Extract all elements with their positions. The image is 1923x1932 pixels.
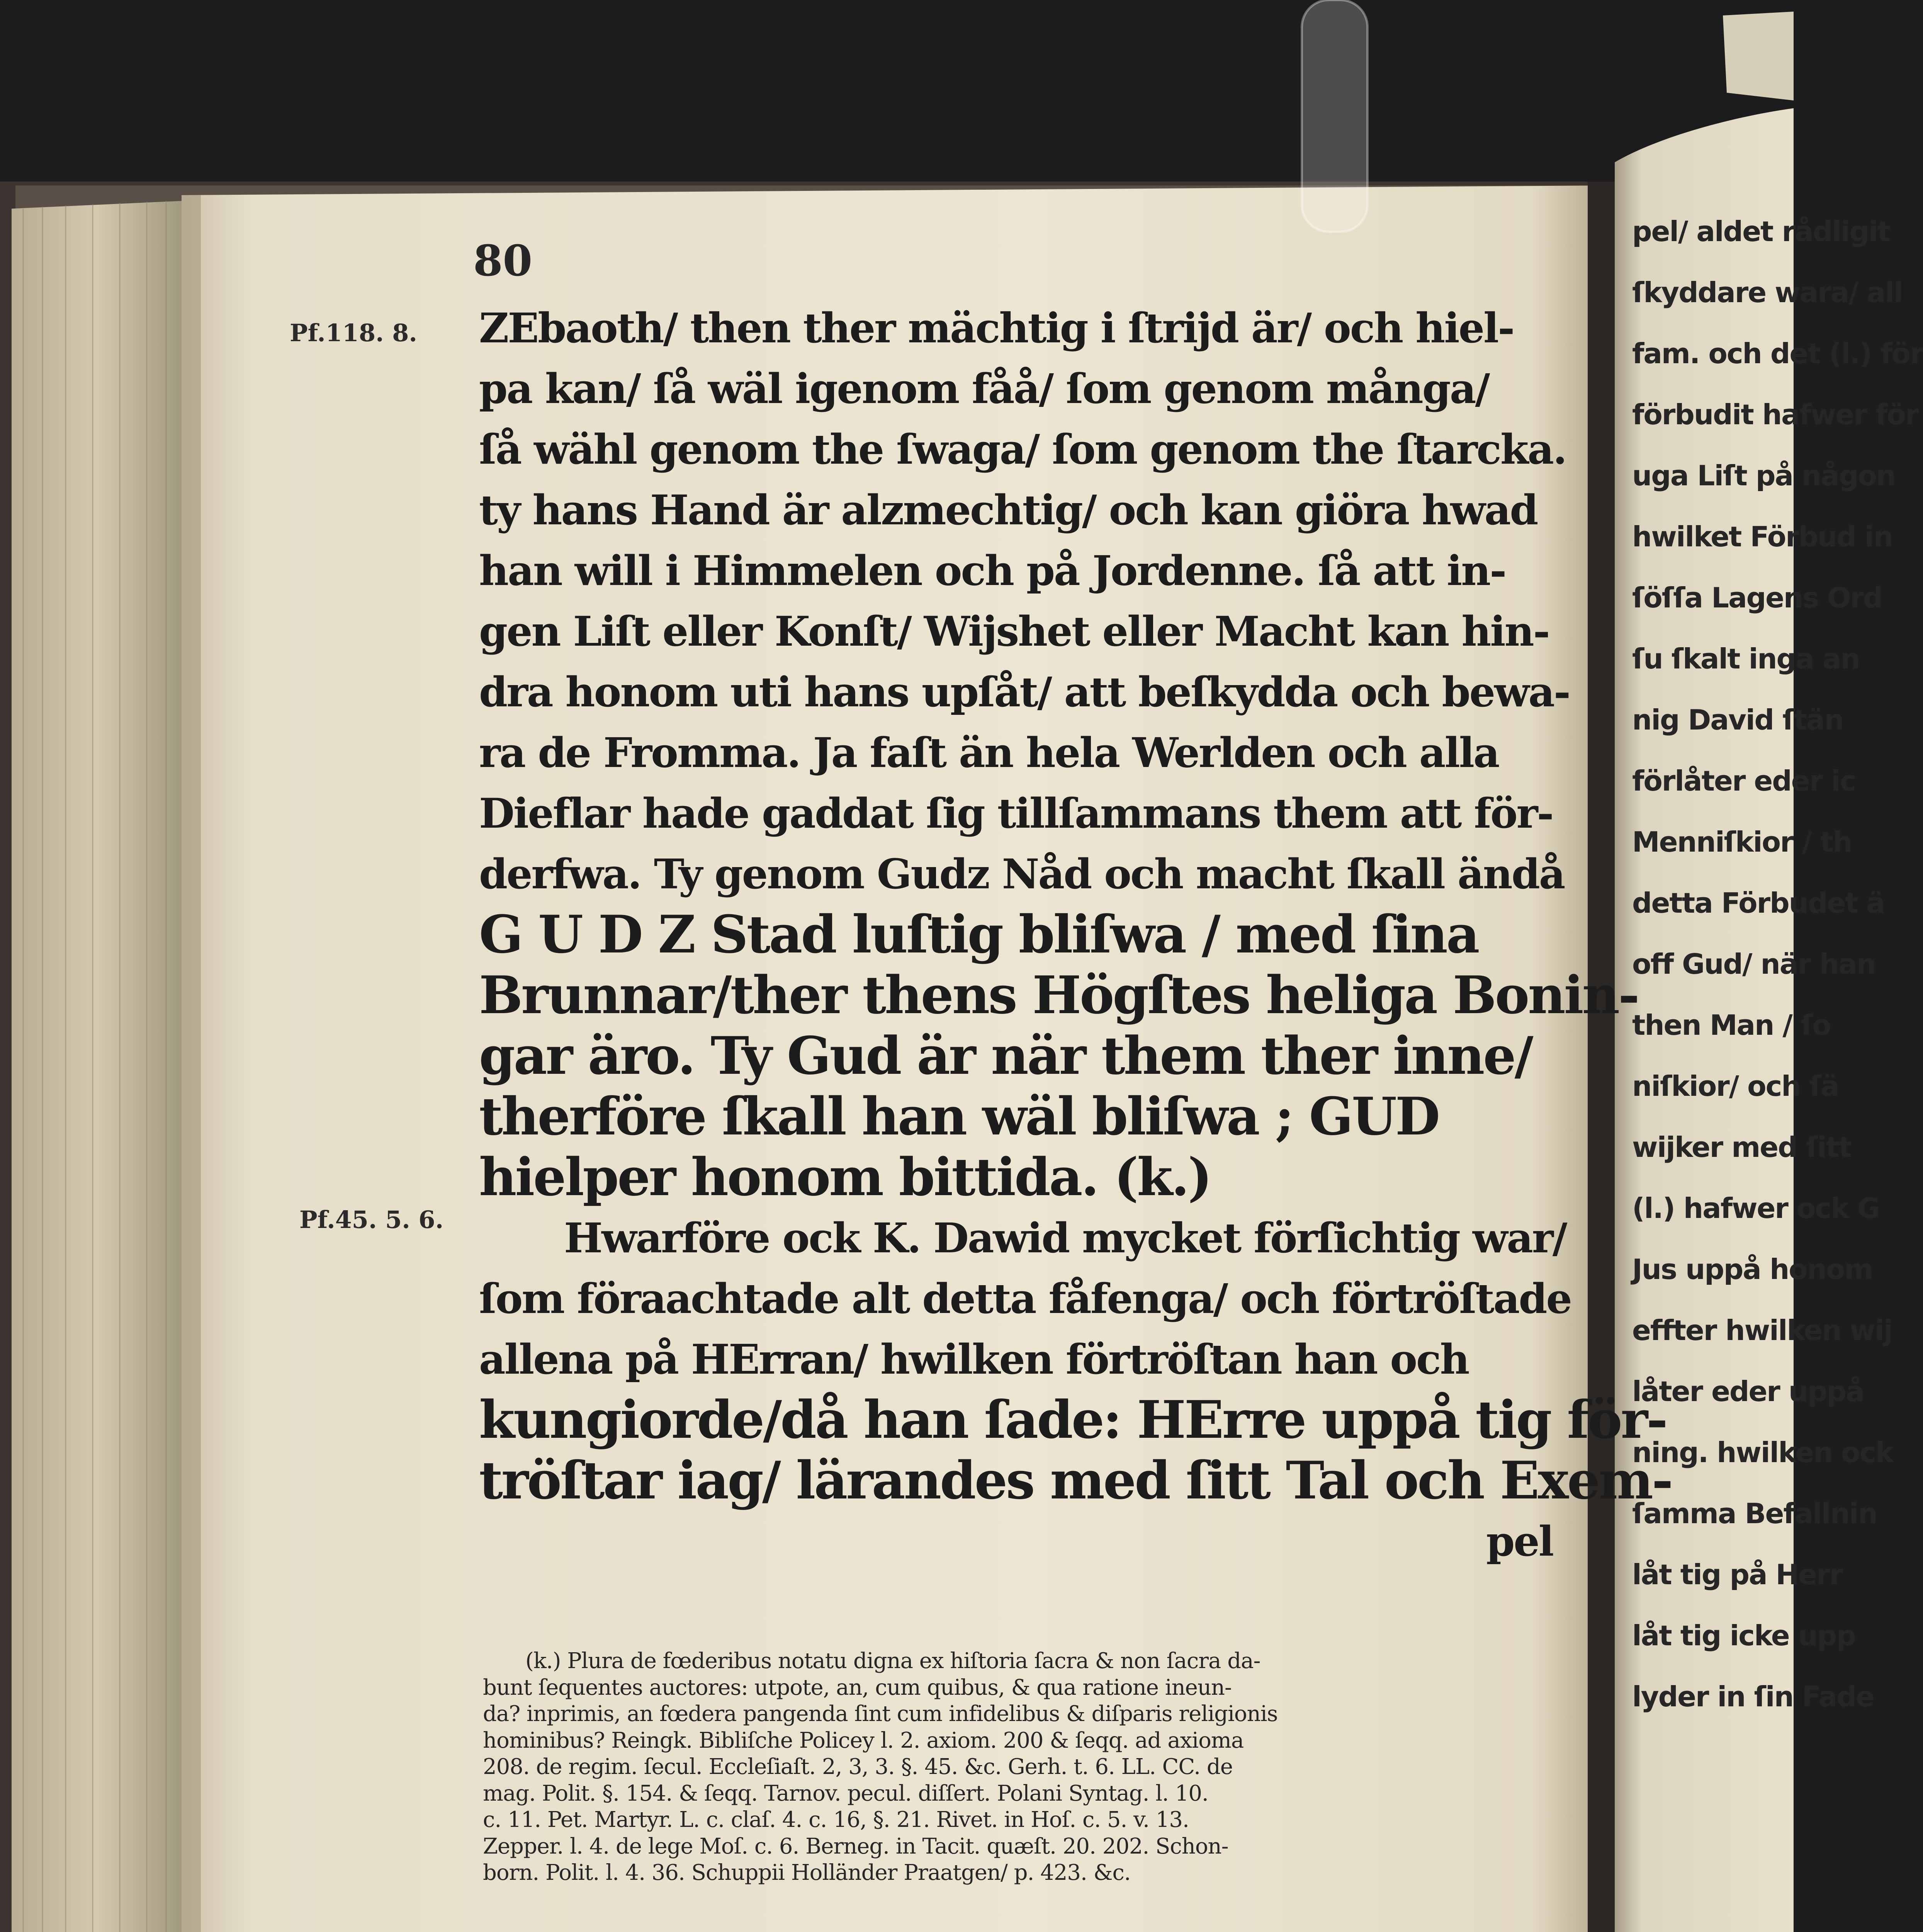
adjacent-page-line: ſamma Befallnin [1632,1497,1877,1530]
adjacent-page-line: Menniſkior / th [1632,826,1852,858]
body-line: gar äro. Ty Gud är när them ther inne/ [479,1025,1532,1086]
footnote-line: mag. Polit. §. 154. & ſeqq. Tarnov. pecul. diſſert. Polani Syntag. l. 10. [483,1781,1208,1806]
adjacent-page-line: fam. och det (l.) för [1632,337,1923,370]
adjacent-page-line: låter eder uppå [1632,1375,1864,1408]
adjacent-page-line: niſkior/ och ſä [1632,1070,1839,1102]
adjacent-page-line: effter hwilken wij [1632,1314,1892,1347]
body-line: allena på HErran/ hwilken förtröſtan han och [479,1335,1469,1383]
body-line: pa kan/ ſå wäl igenom fåå/ ſom genom många/ [479,364,1489,413]
adjacent-page-line: (l.) hafwer ock G [1632,1192,1880,1225]
adjacent-page-line: hwilket Förbud in [1632,520,1892,553]
adjacent-page-line: then Man / ſo [1632,1009,1831,1041]
adjacent-page-line: ſkyddare wara/ all [1632,276,1903,309]
page-number: 80 [473,236,533,286]
adjacent-page-line: wijker med ſitt [1632,1131,1851,1163]
body-line: tröſtar iag/ lärandes med ſitt Tal och Exem- [479,1450,1672,1511]
body-line: derfwa. Ty genom Gudz Nåd och macht ſkall ändå [479,850,1565,898]
footnote-line: bunt ſequentes auctores: utpote, an, cum quibus, & qua ratione ineun- [483,1675,1232,1700]
footnote-line: Zepper. l. 4. de lege Moſ. c. 6. Berneg. in Tacit. quæſt. 20. 202. Schon- [483,1833,1228,1859]
body-line: gen Liſt eller Konſt/ Wijshet eller Macht kan hin- [479,607,1549,655]
adjacent-page-line: off Gud/ när han [1632,948,1875,980]
footnote-line: (k.) Plura de fœderibus notatu digna ex hiſtoria ſacra & non ſacra da- [525,1648,1260,1673]
body-line: ſom föraachtade alt detta fåfenga/ och förtröſtade [479,1274,1571,1323]
margin-note: Pf.118. 8. [290,319,417,347]
adjacent-page [1632,201,1923,1932]
body-line: ty hans Hand är alzmechtig/ och kan giöra hwad [479,486,1537,534]
adjacent-page-line: förbudit hafwer för [1632,398,1918,431]
body-text [479,298,1672,1571]
body-line: therföre ſkall han wäl bliſwa ; GUD [479,1086,1439,1147]
body-line: ſå wähl genom the ſwaga/ ſom genom the ſtarcka. [479,425,1566,473]
footnote-line: c. 11. Pet. Martyr. L. c. claſ. 4. c. 16, §. 21. Rivet. in Hoſ. c. 5. v. 13. [483,1807,1189,1832]
adjacent-page-line: pel/ aldet rådligit [1632,215,1890,248]
body-line: Dieflar hade gaddat ſig tillſammans them att för- [479,789,1553,837]
adjacent-page-line: nig David ſtän [1632,704,1843,736]
body-line: dra honom uti hans upſåt/ att beſkydda och bewa- [479,668,1570,716]
footnote-line: hominibus? Reingk. Bibliſche Policey l. 2. axiom. 200 & ſeqq. ad axioma [483,1728,1244,1753]
body-line: Brunnar/ther thens Högſtes heliga Bonin- [479,964,1638,1026]
footnote-line: da? inprimis, an fœdera pangenda ſint cum infidelibus & diſparis religionis [483,1701,1278,1726]
body-line: ra de Fromma. Ja faſt än hela Werlden och alla [479,728,1499,777]
adjacent-page-line: Jus uppå honom [1632,1253,1873,1286]
body-line: hielper honom bittida. (k.) [479,1146,1211,1208]
catchword: pel [1486,1517,1553,1565]
adjacent-page-line: lyder in ſin Fade [1632,1680,1874,1713]
body-line: G U D Z Stad luſtig bliſwa / med ſina [479,904,1478,965]
body-line: Hwarföre ock K. Dawid mycket förſichtig war/ [564,1214,1566,1262]
footnote-line: 208. de regim. ſecul. Eccleſiaſt. 2, 3, 3. §. 45. &c. Gerh. t. 6. LL. CC. de [483,1754,1233,1779]
adjacent-page-line: låt tig icke upp [1632,1619,1855,1652]
footnote-line: born. Polit. l. 4. 36. Schuppii Holländer Praatgen/ p. 423. &c. [483,1860,1131,1885]
adjacent-page-line: ning. hwilken ock [1632,1436,1893,1469]
adjacent-page-line: detta Förbudet ä [1632,887,1885,919]
adjacent-page-line: ſöſſa Lagens Ord [1632,582,1882,614]
body-line: kungiorde/då han ſade: HErre uppå tig för- [479,1389,1666,1450]
margin-note: Pf.45. 5. 6. [299,1206,444,1234]
footnote [483,1648,1565,1886]
adjacent-page-line: förlåter eder ic [1632,765,1856,797]
adjacent-page-line: uga Liſt på någon [1632,459,1896,492]
body-line: han will i Himmelen och på Jordenne. ſå att in- [479,546,1506,595]
body-line: ZEbaoth/ then ther mächtig i ſtrijd är/ och hiel- [479,304,1514,352]
adjacent-page-line: låt tig på Herr [1632,1558,1842,1591]
adjacent-page-line: ſu ſkalt inga an [1632,643,1860,675]
